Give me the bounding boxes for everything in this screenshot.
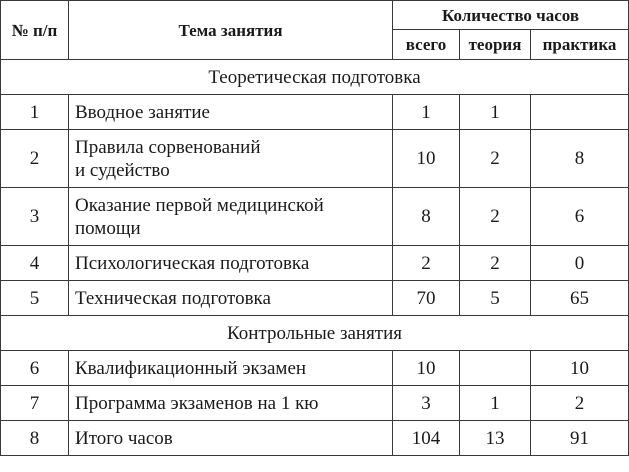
header-practice: практика: [531, 30, 629, 60]
row-total: 104: [393, 421, 460, 456]
row-practice: 6: [531, 188, 629, 246]
row-total: 10: [393, 351, 460, 386]
topic-line: Психологическая подготовка: [75, 252, 310, 274]
row-practice: 91: [531, 421, 629, 456]
row-total: 8: [393, 188, 460, 246]
table-row: [1, 386, 629, 421]
row-theory: 5: [460, 281, 531, 316]
row-topic: [69, 130, 393, 188]
row-total: 3: [393, 386, 460, 421]
row-number: 5: [1, 281, 69, 316]
row-topic: [69, 351, 393, 386]
topic-line: Правила сорвенований: [75, 136, 261, 158]
row-practice: 8: [531, 130, 629, 188]
table-row: [1, 281, 629, 316]
row-number: 7: [1, 386, 69, 421]
row-topic: [69, 246, 393, 281]
row-number: 4: [1, 246, 69, 281]
topic-line: Техническая подготовка: [75, 287, 271, 309]
table-row: [1, 246, 629, 281]
row-total: 2: [393, 246, 460, 281]
row-topic: [69, 188, 393, 246]
header-theory: теория: [460, 30, 531, 60]
row-practice: 2: [531, 386, 629, 421]
row-number: 6: [1, 351, 69, 386]
row-total: 1: [393, 95, 460, 130]
row-theory: 1: [460, 95, 531, 130]
row-number: 1: [1, 95, 69, 130]
row-number: 8: [1, 421, 69, 456]
table-row: [1, 421, 629, 456]
row-topic: [69, 421, 393, 456]
row-topic: [69, 281, 393, 316]
row-theory: 2: [460, 246, 531, 281]
header-topic: Тема занятия: [69, 1, 393, 60]
row-theory: 2: [460, 188, 531, 246]
header-hours: Количество часов: [393, 1, 629, 30]
row-practice: 0: [531, 246, 629, 281]
table-body: [1, 60, 629, 456]
topic-line: Программа экзаменов на 1 кю: [75, 392, 319, 414]
row-number: 3: [1, 188, 69, 246]
topic-line: и судейство: [75, 159, 170, 181]
topic-line: Итого часов: [75, 427, 173, 449]
table-row: [1, 188, 629, 246]
table-row: [1, 130, 629, 188]
section-title: Теоретическая подготовка: [1, 60, 629, 95]
section-title: Контрольные занятия: [1, 316, 629, 351]
topic-line: Квалификационный экзамен: [75, 357, 307, 379]
row-theory: 1: [460, 386, 531, 421]
table-row: [1, 351, 629, 386]
section-row: [1, 316, 629, 351]
row-total: 70: [393, 281, 460, 316]
row-practice: 10: [531, 351, 629, 386]
row-topic: [69, 95, 393, 130]
row-theory: 13: [460, 421, 531, 456]
topic-line: Оказание первой медицинской: [75, 194, 324, 216]
row-total: 10: [393, 130, 460, 188]
topic-line: Вводное занятие: [75, 101, 210, 123]
section-row: [1, 60, 629, 95]
row-theory: 2: [460, 130, 531, 188]
table-row: [1, 95, 629, 130]
row-practice: [531, 95, 629, 130]
row-topic: [69, 386, 393, 421]
row-theory: [460, 351, 531, 386]
row-practice: 65: [531, 281, 629, 316]
header-number: № п/п: [1, 1, 69, 60]
topic-line: помощи: [75, 217, 141, 239]
header-total: всего: [393, 30, 460, 60]
row-number: 2: [1, 130, 69, 188]
